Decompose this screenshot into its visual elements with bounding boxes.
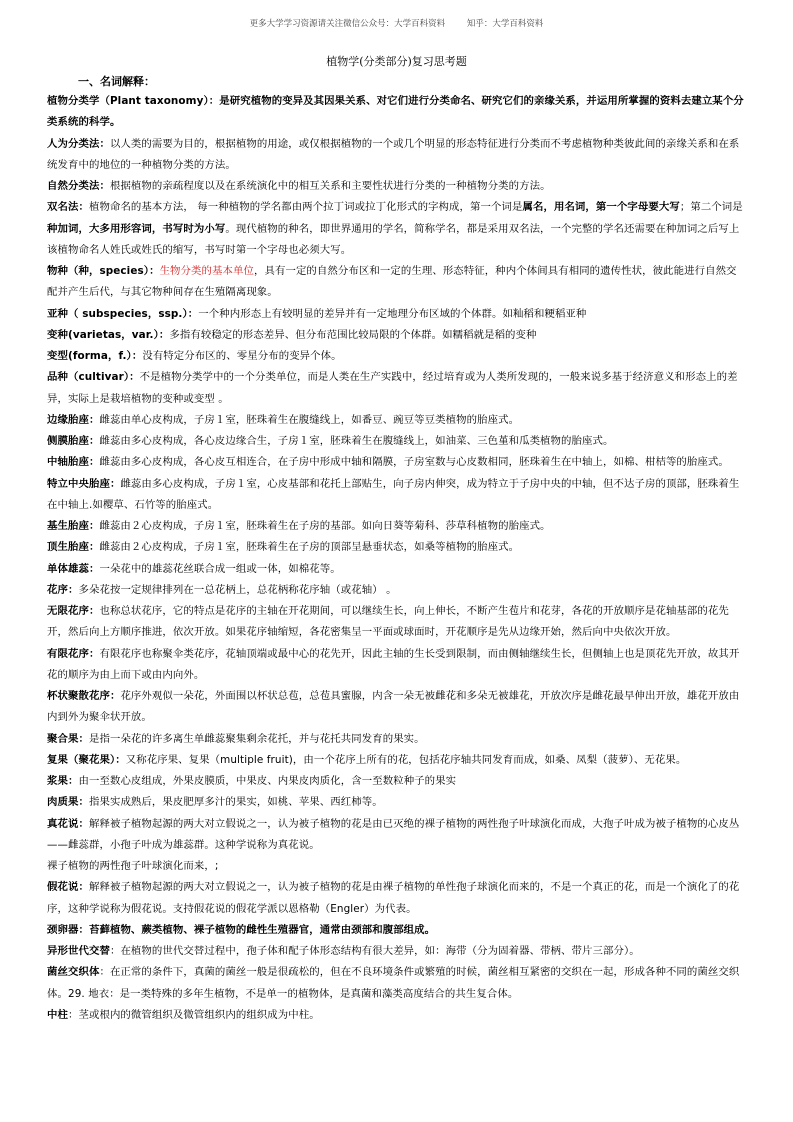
entry-term: 人为分类法： [47, 137, 110, 150]
header-note-left: 更多大学学习资源请关注微信公众号：大学百科资料 [249, 19, 446, 29]
entry-marginal-placentation [47, 410, 747, 431]
entry-plain-line [47, 856, 747, 877]
entry-definition: 一个种内形态上有较明显的差异并有一定地理分布区域的个体群。如籼稻和粳稻亚种 [198, 307, 587, 320]
entry-term: 真花说： [47, 817, 89, 830]
entry-term: 有限花序： [47, 647, 100, 660]
entry-definition: 植物命名的基本方法， 每一种植物的学名都由两个拉丁词或拉丁化形式的字构成，第一个词是 [88, 201, 523, 214]
entry-fleshy-fruit [47, 792, 747, 813]
entry-term: 物种（种，species）： [47, 265, 160, 277]
entry-parietal-placentation [47, 431, 747, 452]
entry-definite-inflorescence [47, 644, 747, 687]
entry-term: 异形世代交替 [47, 945, 110, 957]
entry-term: 浆果： [47, 775, 79, 787]
header-note-right: 知乎：大学百科资料 [466, 19, 544, 29]
entry-definition: 一朵花中的雄蕊花丝联合成一组或一体，如棉花等。 [99, 562, 341, 575]
entry-variety [47, 325, 747, 346]
entry-definition-emphasis: 属名，用名词，第一个字母要大写 [522, 201, 680, 214]
entry-apical-placentation [47, 537, 747, 558]
entry-multiple-fruit [47, 750, 747, 771]
entry-definition: 。现代植物的种名，即世界通用的学名，简称学名，都是采用双名法，一个完整的学名还需要在种加词之后写上该植物命名人姓氏或姓氏的缩写，书写时第一个字母也必须大写。 [47, 222, 740, 256]
entry-heteromorphic-alternation [47, 941, 747, 962]
entry-definition: 雌蕊由２心皮构成，子房１室，胚珠着生在子房的基部。如向日葵等菊科、莎草科植物的胎座式。 [99, 520, 551, 532]
entry-definition: ：在正常的条件下，真菌的菌丝一般是很疏松的，但在不良环境条件或繁殖的时候，菌丝相互紧密的交织在一起，形成各种不同的菌丝交织体。29. 地衣：是一类特殊的多年生植物，不是单一的植物体，是真菌和藻类高度结合的共生复合体。 [47, 966, 740, 1000]
entry-cyathium [47, 686, 747, 729]
entry-term: 植物分类学（Plant taxonomy）： [47, 95, 220, 107]
entry-definition: 雌蕊由多心皮构成，各心皮边缘合生，子房１室，胚珠着生在腹缝线上，如油菜、三色堇和瓜类植物的胎座式。 [99, 435, 614, 447]
entry-term: 顶生胎座： [47, 541, 100, 554]
entry-artificial-classification [47, 134, 747, 177]
entry-definition: 由一至数心皮组成，外果皮膜质，中果皮、内果皮肉质化，含一至数粒种子的果实 [78, 775, 457, 787]
entry-binomial-nomenclature [47, 197, 747, 261]
entry-definition: 裸子植物的两性孢子叶球演化而来，; [47, 860, 219, 872]
entry-definition: 是指一朵花的许多离生单雌蕊聚集剩余花托，并与花托共同发育的果实。 [88, 732, 425, 745]
entry-term: 肉质果： [47, 796, 89, 809]
entry-definition: 苔藓植物、蕨类植物、裸子植物的雌性生殖器官，通常由颈部和腹部组成。 [88, 923, 436, 936]
entry-definition: ；第二个词是 [679, 201, 743, 214]
entry-cultivar [47, 367, 747, 410]
entry-definition: ：在植物的世代交替过程中，孢子体和配子体形态结构有很大差异，如：海带（分为固着器、带柄、带片三部分）。 [109, 945, 640, 957]
entry-monadelphous-stamen [47, 559, 747, 580]
entry-definition: 又称花序果、复果（multiple fruit)，由一个花序上所有的花，包括花序轴共同发育而成，如桑、凤梨（菠萝）、无花果。 [125, 753, 687, 766]
entry-definition: 以人类的需要为目的，根据植物的用途，或仅根据植物的一个或几个明显的形态特征进行分类而不考虑植物种类彼此间的亲缘关系和在系统发育中的地位的一种植物分类的方法。 [47, 137, 740, 171]
entry-term: 中轴胎座： [47, 456, 100, 469]
entry-axile-placentation [47, 452, 747, 473]
entry-indefinite-inflorescence [47, 601, 747, 644]
entry-definition: 雌蕊由单心皮构成，子房１室，胚珠着生在腹缝线上，如番豆、豌豆等豆类植物的胎座式。 [99, 413, 520, 426]
entry-definition: ，具有一定的自然分布区和一定的生理、形态特征，种内个体间具有相同的遗传性状，彼此能进行自然交配并产生后代，与其它物种间存在生殖隔离现象。 [47, 265, 737, 299]
header-note [0, 17, 793, 29]
entry-definition-emphasis: 种加词，大多用形容词，书写时为小写 [47, 222, 226, 235]
entry-free-central-placentation [47, 474, 747, 517]
entry-term: 变型(forma，f.）： [47, 350, 143, 362]
entry-definition: ：茎或根内的微管组织及微管组织内的组织成为中柱。 [67, 1008, 320, 1021]
entry-term: 自然分类法： [47, 180, 110, 192]
entry-definition: 指果实成熟后，果皮肥厚多汁的果实，如桃、苹果、西红柿等。 [88, 796, 383, 809]
entry-natural-classification [47, 176, 747, 197]
glossary-content [47, 91, 747, 1026]
entry-definition: 花序外观似一朵花，外面围以杯状总苞，总苞具蜜腺，内含一朵无被雌花和多朵无被雄花，开放次序是雌花最早伸出开放，雄花开放由内到外为聚伞状开放。 [47, 690, 740, 724]
entry-term: 假花说： [47, 881, 89, 894]
entry-highlight: 生物分类的基本单位 [159, 265, 254, 277]
entry-term: 无限花序： [47, 605, 100, 617]
entry-archegonium [47, 920, 747, 941]
entry-definition: 雌蕊由２心皮构成，子房１室，胚珠着生在子房的顶部呈悬垂状态，如桑等植物的胎座式。 [99, 541, 520, 554]
section-heading: 一、名词解释： [78, 75, 155, 88]
entry-definition: 有限花序也称聚伞类花序，花轴顶端或最中心的花先开，因此主轴的生长受到限制，而由侧轴继续生长，但侧轴上也是顶花先开放，故其开花的顺序为由上而下或由内向外。 [47, 647, 740, 681]
document-title: 植物学(分类部分)复习思考题 [326, 55, 467, 68]
entry-term: 花序： [47, 583, 79, 596]
entry-term: 聚合果： [47, 732, 89, 745]
entry-basal-placentation [47, 516, 747, 537]
entry-definition: 雌蕊由多心皮构成，各心皮互相连合，在子房中形成中轴和隔膜，子房室数与心皮数相同，胚珠着生在中轴上，如棉、柑桔等的胎座式。 [99, 456, 729, 469]
entry-species [47, 261, 747, 304]
entry-aggregate-fruit [47, 729, 747, 750]
entry-term: 特立中央胎座： [47, 477, 121, 490]
entry-term: 颈卵器： [47, 923, 89, 936]
entry-definition: 是研究植物的变异及其因果关系、对它们进行分类命名、研究它们的亲缘关系，并运用所掌握的资料去建立某个分类系统的科学。 [47, 95, 744, 129]
entry-term: 品种（cultivar）： [47, 371, 140, 384]
entry-term: 变种(varietas，var.）： [47, 328, 170, 341]
entry-definition: 解释被子植物起源的两大对立假说之一，认为被子植物的花是由裸子植物的单性孢子球演化而来的，不是一个真正的花，而是一个演化了的花序，这种学说称为假花说。支持假花说的假花学派以恩格勒（Engler）为代表。 [47, 881, 740, 915]
entry-plant-taxonomy [47, 91, 747, 134]
entry-term: 单体雄蕊： [47, 562, 100, 575]
entry-hyphal-tissue [47, 962, 747, 1005]
entry-term: 中柱 [47, 1008, 68, 1021]
entry-euanthium-theory [47, 814, 747, 857]
entry-term: 侧膜胎座： [47, 435, 100, 447]
entry-definition: 解释被子植物起源的两大对立假说之一，认为被子植物的花是由已灭绝的裸子植物的两性孢子叶球演化而成，大孢子叶成为被子植物的心皮丛——雌蕊群，小孢子叶成为雄蕊群。这种学说称为真花说。 [47, 817, 740, 851]
entry-forma [47, 346, 747, 367]
entry-pseudanthium-theory [47, 877, 747, 920]
entry-berry [47, 771, 747, 792]
entry-stele [47, 1005, 747, 1026]
entry-term: 菌丝交织体 [47, 966, 100, 979]
entry-definition: 没有特定分布区的、零星分布的变异个体。 [142, 350, 342, 362]
entry-definition: 也称总状花序，它的特点是花序的主轴在开花期间，可以继续生长，向上伸长，不断产生苞片和花芽，各花的开放顺序是花轴基部的花先开，然后向上方顺序推进，依次开放。如果花序轴缩短，各花密集呈一平面或球面时，开花顺序是先从边缘开始，然后向中央依次开放。 [47, 605, 729, 639]
entry-subspecies [47, 304, 747, 325]
entry-term: 亚种（ subspecies，ssp.）： [47, 307, 199, 320]
entry-term: 杯状聚散花序： [47, 690, 121, 702]
entry-term: 双名法： [47, 201, 89, 214]
entry-definition: 不是植物分类学中的一个分类单位，而是人类在生产实践中，经过培育或为人类所发现的，一般来说多基于经济意义和形态上的差异，实际上是栽培植物的变种或变型 。 [47, 371, 738, 405]
entry-definition: 雌蕊由多心皮构成，子房１室，心皮基部和花托上部贴生，向子房内伸突，成为特立于子房中央的中轴，但不达子房的顶部，胚珠着生在中轴上.如樱草、石竹等的胎座式。 [47, 477, 740, 511]
entry-term: 基生胎座： [47, 520, 100, 532]
entry-term: 复果（聚花果）： [47, 753, 126, 766]
entry-definition: 多朵花按一定规律排列在一总花柄上，总花柄称花序轴（或花轴） 。 [78, 583, 397, 596]
entry-definition: 多指有较稳定的形态差异、但分布范围比较局限的个体群。如糯稻就是稻的变种 [169, 328, 537, 341]
entry-definition: 根据植物的亲疏程度以及在系统演化中的相互关系和主要性状进行分类的一种植物分类的方法。 [109, 180, 551, 192]
entry-inflorescence [47, 580, 747, 601]
entry-term: 边缘胎座： [47, 413, 100, 426]
